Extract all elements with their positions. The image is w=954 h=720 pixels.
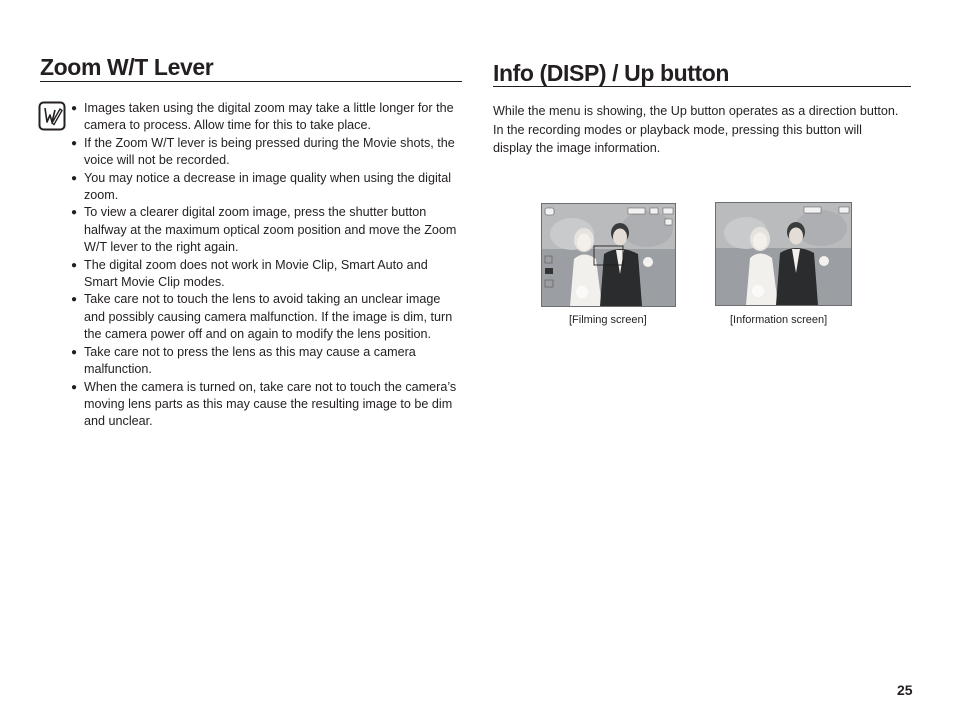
bullet-icon: ● bbox=[71, 103, 78, 114]
list-item: ● Take care not to press the lens as this may cause a camera malfunction. bbox=[71, 344, 416, 377]
zoom-notes-list bbox=[71, 100, 463, 431]
section-title-zoom: Zoom W/T Lever bbox=[40, 54, 214, 80]
bullet-icon: ● bbox=[71, 294, 78, 306]
title-rule-right bbox=[493, 86, 911, 87]
filming-screen-caption: [Filming screen] bbox=[569, 314, 647, 326]
list-item: ● You may notice a decrease in image quality when using the digital zoom. bbox=[71, 170, 452, 203]
list-item: ● The digital zoom does not work in Movie Clip, Smart Auto and Smart Movie Clip modes. bbox=[71, 257, 428, 290]
list-item: ● To view a clearer digital zoom image, press the shutter button halfway at the maximum optical zoom position and move the Zoom W/T lever to the right again. bbox=[71, 205, 457, 255]
bullet-icon: ● bbox=[71, 381, 78, 393]
bullet-icon: ● bbox=[71, 259, 78, 271]
list-item: ● Images taken using the digital zoom may take a little longer for the camera to process. Allow time for this to take place. bbox=[71, 101, 454, 133]
title-rule-left bbox=[40, 81, 462, 82]
bullet-icon: ● bbox=[71, 137, 78, 149]
bullet-icon: ● bbox=[71, 207, 78, 219]
filming-screen-image bbox=[541, 203, 676, 307]
list-item: ● When the camera is turned on, take care not to touch the camera’s moving lens parts as this may cause the resulting image to be dim and unclear. bbox=[71, 379, 457, 429]
bullet-icon: ● bbox=[71, 346, 78, 358]
note-pencil-icon bbox=[38, 101, 66, 131]
list-item: ● Take care not to touch the lens to avoid taking an unclear image and possibly causing camera malfunction. If the image is dim, turn the camera power off and on again to modify the lens position. bbox=[71, 292, 453, 342]
page-number: 25 bbox=[897, 682, 913, 698]
list-item: ● If the Zoom W/T lever is being pressed during the Movie shots, the voice will not be recorded. bbox=[71, 135, 455, 168]
section-title-info-disp: Info (DISP) / Up button bbox=[493, 60, 730, 86]
bullet-icon: ● bbox=[71, 172, 78, 184]
information-screen-image bbox=[715, 202, 852, 306]
information-screen-caption: [Information screen] bbox=[730, 314, 828, 326]
intro-paragraph: While the menu is showing, the Up button operates as a direction button. In the recording modes or playback mode, pressing this button will display the image information. bbox=[493, 104, 899, 155]
